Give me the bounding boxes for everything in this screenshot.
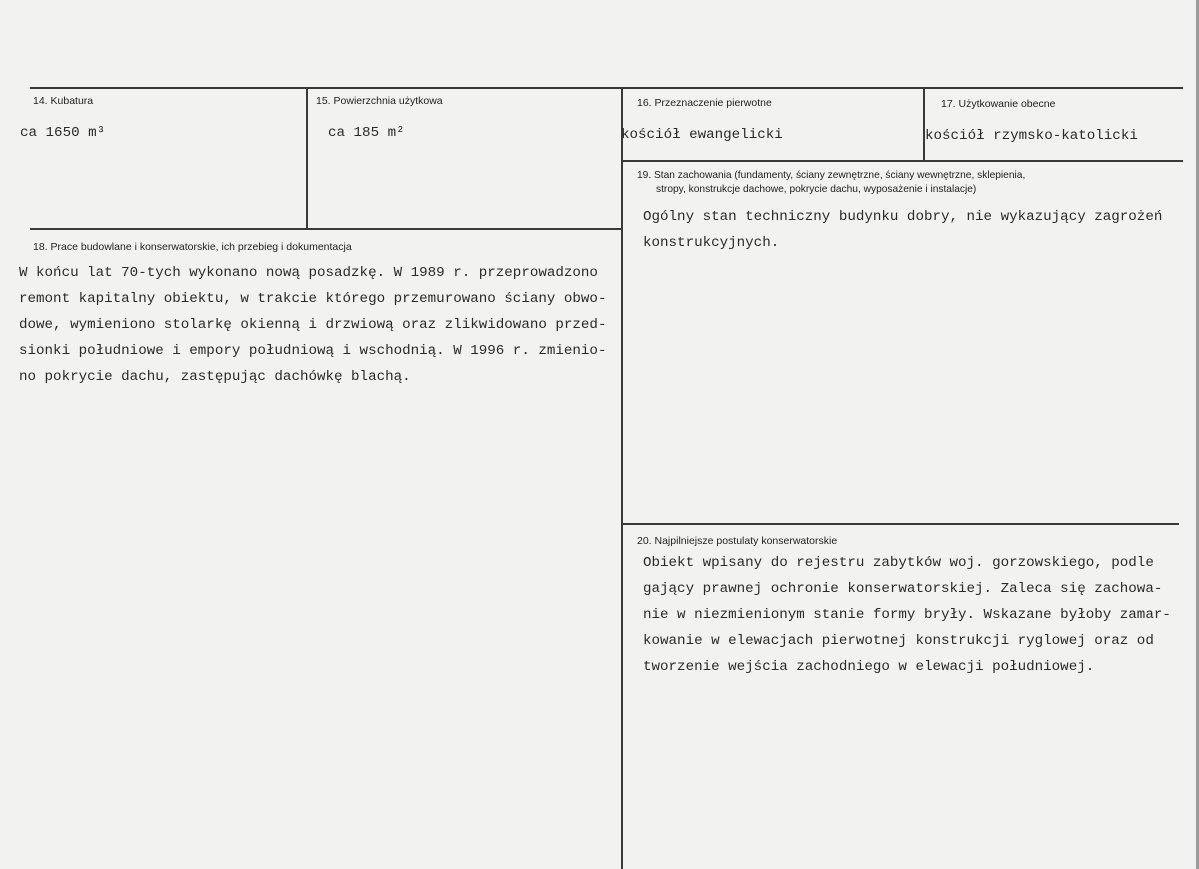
field-18-label: 18. Prace budowlane i konserwatorskie, ich przebieg i dokumentacja xyxy=(33,241,352,253)
field-20-line-1: Obiekt wpisany do rejestru zabytków woj. gorzowskiego, podle xyxy=(643,555,1154,571)
rule-above-20 xyxy=(621,523,1179,525)
field-20-line-5: tworzenie wejścia zachodniego w elewacji południowej. xyxy=(643,659,1095,675)
field-20-text xyxy=(643,550,1171,680)
rule-under-16-17 xyxy=(621,160,1183,162)
field-14-label: 14. Kubatura xyxy=(33,95,94,107)
divider-14-15 xyxy=(306,87,308,230)
field-16-label: 16. Przeznaczenie pierwotne xyxy=(637,97,772,109)
field-19-text xyxy=(643,204,1162,256)
field-18-text xyxy=(19,260,606,390)
field-18-line-4: sionki południowe i empory południową i wschodnią. W 1996 r. zmienio- xyxy=(19,343,607,359)
field-18-line-5: no pokrycie dachu, zastępując dachówkę blachą. xyxy=(19,369,411,385)
field-20-label: 20. Najpilniejsze postulaty konserwatorskie xyxy=(637,535,838,547)
field-20-line-4: kowanie w elewacjach pierwotnej konstrukcji ryglowej oraz od xyxy=(643,633,1154,649)
field-20-line-3: nie w niezmienionym stanie formy bryły. Wskazane byłoby zamar- xyxy=(643,607,1171,623)
field-19-line-1: Ogólny stan techniczny budynku dobry, nie wykazujący zagrożeń xyxy=(643,209,1163,225)
field-15-value: ca 185 m² xyxy=(328,125,405,141)
field-17-value: kościół rzymsko-katolicki xyxy=(925,128,1138,144)
rule-under-14-15 xyxy=(30,228,623,230)
field-15-label: 15. Powierzchnia użytkowa xyxy=(316,95,443,107)
field-19-label-line1: 19. Stan zachowania (fundamenty, ściany zewnętrzne, ściany wewnętrzne, sklepienia, xyxy=(637,170,1026,181)
field-14-value: ca 1650 m³ xyxy=(20,125,106,141)
field-19-label-line2: stropy, konstrukcje dachowe, pokrycie dachu, wyposażenie i instalacje) xyxy=(656,184,977,195)
field-18-line-3: dowe, wymieniono stolarkę okienną i drzwiową oraz zlikwidowano przed- xyxy=(19,317,607,333)
field-18-line-2: remont kapitalny obiektu, w trakcie którego przemurowano ściany obwo- xyxy=(19,291,607,307)
field-20-line-2: gający prawnej ochronie konserwatorskiej. Zaleca się zachowa- xyxy=(643,581,1163,597)
divider-left-right xyxy=(621,87,623,869)
field-17-label: 17. Użytkowanie obecne xyxy=(941,98,1056,110)
top-rule xyxy=(30,87,1183,89)
field-18-line-1: W końcu lat 70-tych wykonano nową posadzkę. W 1989 r. przeprowadzono xyxy=(19,265,598,281)
field-19-line-2: konstrukcyjnych. xyxy=(643,235,780,251)
field-16-value: kościół ewangelicki xyxy=(621,127,783,143)
